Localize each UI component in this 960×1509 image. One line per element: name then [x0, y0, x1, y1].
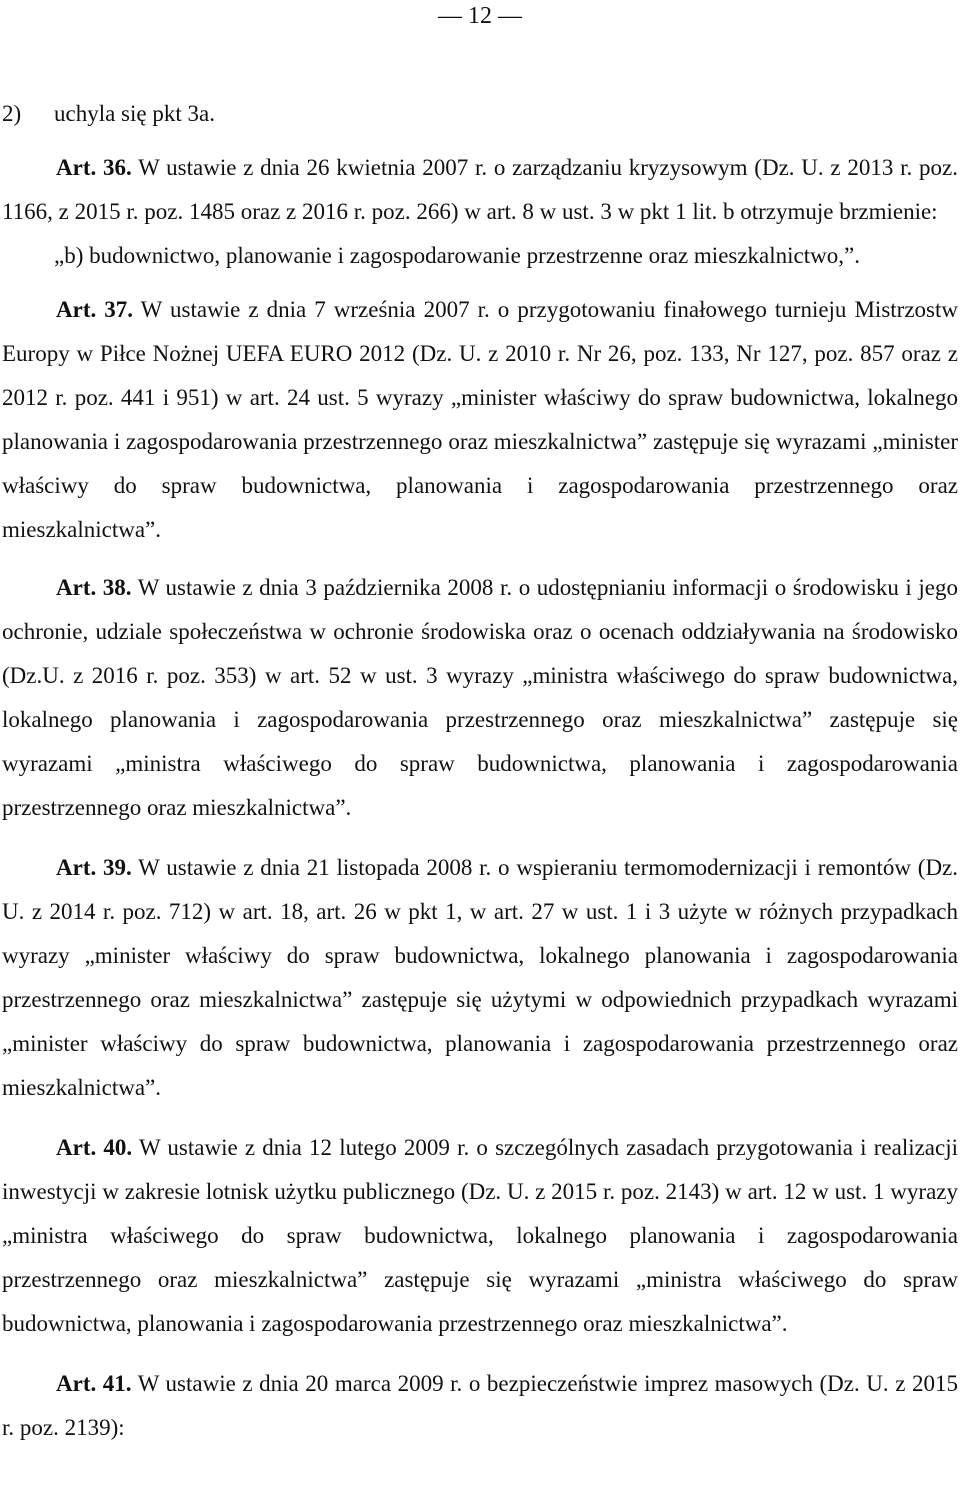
article-text: W ustawie z dnia 21 listopada 2008 r. o wspieraniu termomodernizacji i remontów (Dz. U. z 2014 r. poz. 712) w art. 18, art. 26 w pkt 1, w art. 27 w ust. 1 i 3 użyte w różnych przypadkach wyrazy „minister właściwy do spraw budownictwa, lokalnego planowania i zagospodarowania przestrzennego oraz mieszkalnictwa” zastępuje się użytymi w odpowiednich przypadkach wyrazami „minister właściwy do spraw budownictwa, planowania i zagospodarowania przestrzennego oraz mieszkalnictwa”. [2, 855, 959, 1100]
article-text: W ustawie z dnia 20 marca 2009 r. o bezpieczeństwie imprez masowych (Dz. U. z 2015 r. poz. 2139): [2, 1371, 958, 1440]
point-label: 2) [2, 101, 22, 126]
article-40 [2, 1126, 958, 1346]
article-text: W ustawie z dnia 12 lutego 2009 r. o szczególnych zasadach przygotowania i realizacji inwestycji w zakresie lotnisk użytku publicznego (Dz. U. z 2015 r. poz. 2143) w art. 12 w ust. 1 wyrazy „ministra właściwego do spraw budownictwa, lokalnego planowania i zagospodarowania przestrzennego oraz mieszkalnictwa” zastępuje się wyrazami „ministra właściwego do spraw budownictwa, planowania i zagospodarowania przestrzennego oraz mieszkalnictwa”. [2, 1135, 958, 1336]
article-41 [2, 1362, 958, 1450]
page-number: — 12 — [438, 3, 522, 29]
article-number: Art. 37. [56, 297, 134, 322]
article-39 [2, 846, 958, 1110]
article-number: Art. 41. [56, 1371, 132, 1396]
article-36-quote: „b) budownictwo, planowanie i zagospodarowanie przestrzenne oraz mieszkalnictwo,”. [54, 243, 860, 268]
article-number: Art. 40. [56, 1135, 133, 1160]
article-36 [2, 146, 958, 234]
article-38 [2, 566, 958, 830]
article-text: W ustawie z dnia 7 września 2007 r. o przygotowaniu finałowego turnieju Mistrzostw Europy w Piłce Nożnej UEFA EURO 2012 (Dz. U. z 2010 r. Nr 26, poz. 133, Nr 127, poz. 857 oraz z 2012 r. poz. 441 i 951) w art. 24 ust. 5 wyrazy „minister właściwy do spraw budownictwa, lokalnego planowania i zagospodarowania przestrzennego oraz mieszkalnictwa” zastępuje się wyrazami „minister właściwy do spraw budownictwa, planowania i zagospodarowania przestrzennego oraz mieszkalnictwa”. [2, 297, 958, 542]
document-body [2, 92, 958, 1450]
article-text: W ustawie z dnia 26 kwietnia 2007 r. o zarządzaniu kryzysowym (Dz. U. z 2013 r. poz. 1166, z 2015 r. poz. 1485 oraz z 2016 r. poz. 266) w art. 8 w ust. 3 w pkt 1 lit. b otrzymuje brzmienie: [2, 155, 958, 224]
article-number: Art. 38. [56, 575, 132, 600]
article-37 [2, 288, 958, 552]
point-text: uchyla się pkt 3a. [54, 101, 215, 126]
point-item [2, 92, 958, 136]
article-number: Art. 39. [56, 855, 132, 880]
article-number: Art. 36. [56, 155, 132, 180]
article-text: W ustawie z dnia 3 października 2008 r. o udostępnianiu informacji o środowisku i jego ochronie, udziale społeczeństwa w ochronie środowiska oraz o ocenach oddziaływania na środowisko (Dz.U. z 2016 r. poz. 353) w art. 52 w ust. 3 wyrazy „ministra właściwego do spraw budownictwa, lokalnego planowania i zagospodarowania przestrzennego oraz mieszkalnictwa” zastępuje się wyrazami „ministra właściwego do spraw budownictwa, planowania i zagospodarowania przestrzennego oraz mieszkalnictwa”. [2, 575, 958, 820]
